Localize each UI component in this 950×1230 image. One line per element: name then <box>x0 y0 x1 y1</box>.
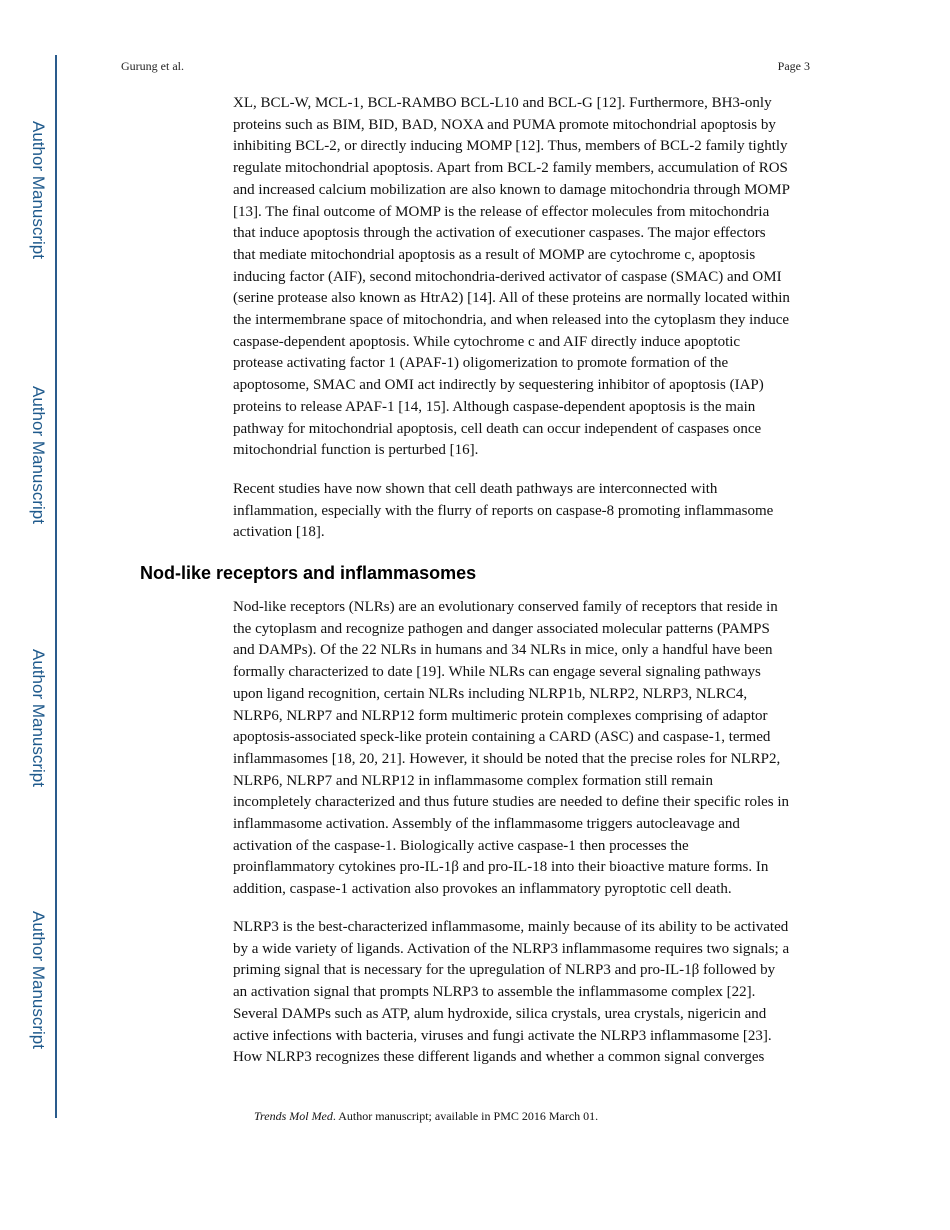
running-head <box>121 59 810 74</box>
paragraph-cell-death-inflammation <box>233 479 815 544</box>
text-line: inducing factor (AIF), second mitochondria-derived activator of caspase (SMAC) and OMI <box>233 268 782 285</box>
text-line: inflammasome activation. Assembly of the inflammasome triggers autocleavage and <box>233 816 740 833</box>
footer-citation <box>254 1109 598 1124</box>
text-line: and increased calcium mobilization are also known to damage mitochondria through MOMP <box>233 181 790 198</box>
text-line: NLRP6, NLRP7 and NLRP12 in inflammasome complex formation still remain <box>233 772 713 789</box>
text-line: inflammasomes [18, 20, 21]. However, it should be noted that the precise roles for NLRP2, <box>233 750 781 767</box>
paragraph-mitochondrial-apoptosis <box>233 93 815 462</box>
text-line: proteins such as BIM, BID, BAD, NOXA and PUMA promote mitochondrial apoptosis by <box>233 116 776 133</box>
text-line: priming signal that is necessary for the upregulation of NLRP3 and pro-IL-1β followed by <box>233 962 776 979</box>
text-line: inflammation, especially with the flurry of reports on caspase-8 promoting inflammasome <box>233 502 774 519</box>
running-head-authors: Gurung et al. <box>121 59 184 73</box>
text-line: that induce apoptosis through the activation of executioner caspases. The major effectors <box>233 225 766 242</box>
text-line: pathway for mitochondrial apoptosis, cell death can occur independent of caspases once <box>233 420 762 437</box>
text-line: [13]. The final outcome of MOMP is the release of effector molecules from mitochondria <box>233 203 770 220</box>
running-head-page: Page 3 <box>777 59 810 73</box>
paragraph-body <box>233 93 815 462</box>
side-rule <box>55 55 57 1118</box>
text-line: How NLRP3 recognizes these different ligands and whether a common signal converges <box>233 1049 765 1066</box>
text-line: NLRP6, NLRP7 and NLRP12 form multimeric protein complexes comprising of adaptor <box>233 707 768 724</box>
footer-text: . Author manuscript; available in PMC 2016 March 01. <box>332 1109 599 1123</box>
text-line: inhibiting BCL-2, or directly inducing MOMP [12]. Thus, members of BCL-2 family tightly <box>233 138 788 155</box>
text-line: regulate mitochondrial apoptosis. Apart from BCL-2 family members, accumulation of ROS <box>233 160 788 177</box>
paragraph-body <box>233 917 815 1069</box>
text-line: upon ligand recognition, certain NLRs including NLRP1b, NLRP2, NLRP3, NLRC4, <box>233 685 748 702</box>
text-line: activation of the caspase-1. Biologically active caspase-1 then processes the <box>233 837 689 854</box>
text-line: mitochondrial function is perturbed [16]. <box>233 442 479 459</box>
text-line: NLRP3 is the best-characterized inflammasome, mainly because of its ability to be activated <box>233 919 789 935</box>
text-line: proteins to release APAF-1 [14, 15]. Although caspase-dependent apoptosis is the main <box>233 398 756 415</box>
text-line: the cytoplasm and recognize pathogen and danger associated molecular patterns (PAMPS <box>233 620 770 637</box>
text-line: an activation signal that prompts NLRP3 to assemble the inflammasome complex [22]. <box>233 984 756 1001</box>
text-line: caspase-dependent apoptosis. While cytochrome c and AIF directly induce apoptotic <box>233 333 741 350</box>
text-line: active infections with bacteria, viruses and fungi activate the NLRP3 inflammasome [23]. <box>233 1027 772 1044</box>
paragraph-nlr-overview <box>233 597 815 901</box>
text-line: and DAMPs). Of the 22 NLRs in humans and 34 NLRs in mice, only a handful have been <box>233 642 773 659</box>
text-line: the intermembrane space of mitochondria, and when released into the cytoplasm they induce <box>233 312 790 329</box>
text-line: protease activating factor 1 (APAF-1) oligomerization to promote formation of the <box>233 355 729 372</box>
paragraph-body <box>233 597 815 901</box>
text-line: incompletely characterized and thus future studies are needed to define their specific roles in <box>233 794 790 811</box>
text-line: (serine protease also known as HtrA2) [14]. All of these proteins are normally located within <box>233 290 790 307</box>
text-line: that mediate mitochondrial apoptosis as a result of MOMP are cytochrome c, apoptosis <box>233 246 756 263</box>
text-line: apoptosis-associated speck-like protein containing a CARD (ASC) and caspase-1, termed <box>233 729 771 746</box>
text-line: formally characterized to date [19]. While NLRs can engage several signaling pathways <box>233 664 761 681</box>
text-line: by a wide variety of ligands. Activation of the NLRP3 inflammasome requires two signals; a <box>233 940 790 957</box>
text-line: proinflammatory cytokines pro-IL-1β and pro-IL-18 into their bioactive mature forms. In <box>233 859 769 876</box>
text-line: XL, BCL-W, MCL-1, BCL-RAMBO BCL-L10 and BCL-G [12]. Furthermore, BH3-only <box>233 95 772 111</box>
text-line: addition, caspase-1 activation also provokes an inflammatory pyroptotic cell death. <box>233 881 732 898</box>
text-line: Several DAMPs such as ATP, alum hydroxide, silica crystals, urea crystals, nigericin and <box>233 1005 767 1022</box>
paragraph-body <box>233 479 815 544</box>
paragraph-nlrp3 <box>233 917 815 1069</box>
text-line: Nod-like receptors (NLRs) are an evolutionary conserved family of receptors that reside in <box>233 599 778 615</box>
section-heading: Nod-like receptors and inflammasomes <box>140 563 477 583</box>
footer-journal: Trends Mol Med <box>254 1109 333 1123</box>
text-line: Recent studies have now shown that cell death pathways are interconnected with <box>233 481 718 497</box>
text-line: apoptosome, SMAC and OMI act indirectly by sequestering inhibitor of apoptosis (IAP) <box>233 377 764 394</box>
text-line: activation [18]. <box>233 524 325 541</box>
